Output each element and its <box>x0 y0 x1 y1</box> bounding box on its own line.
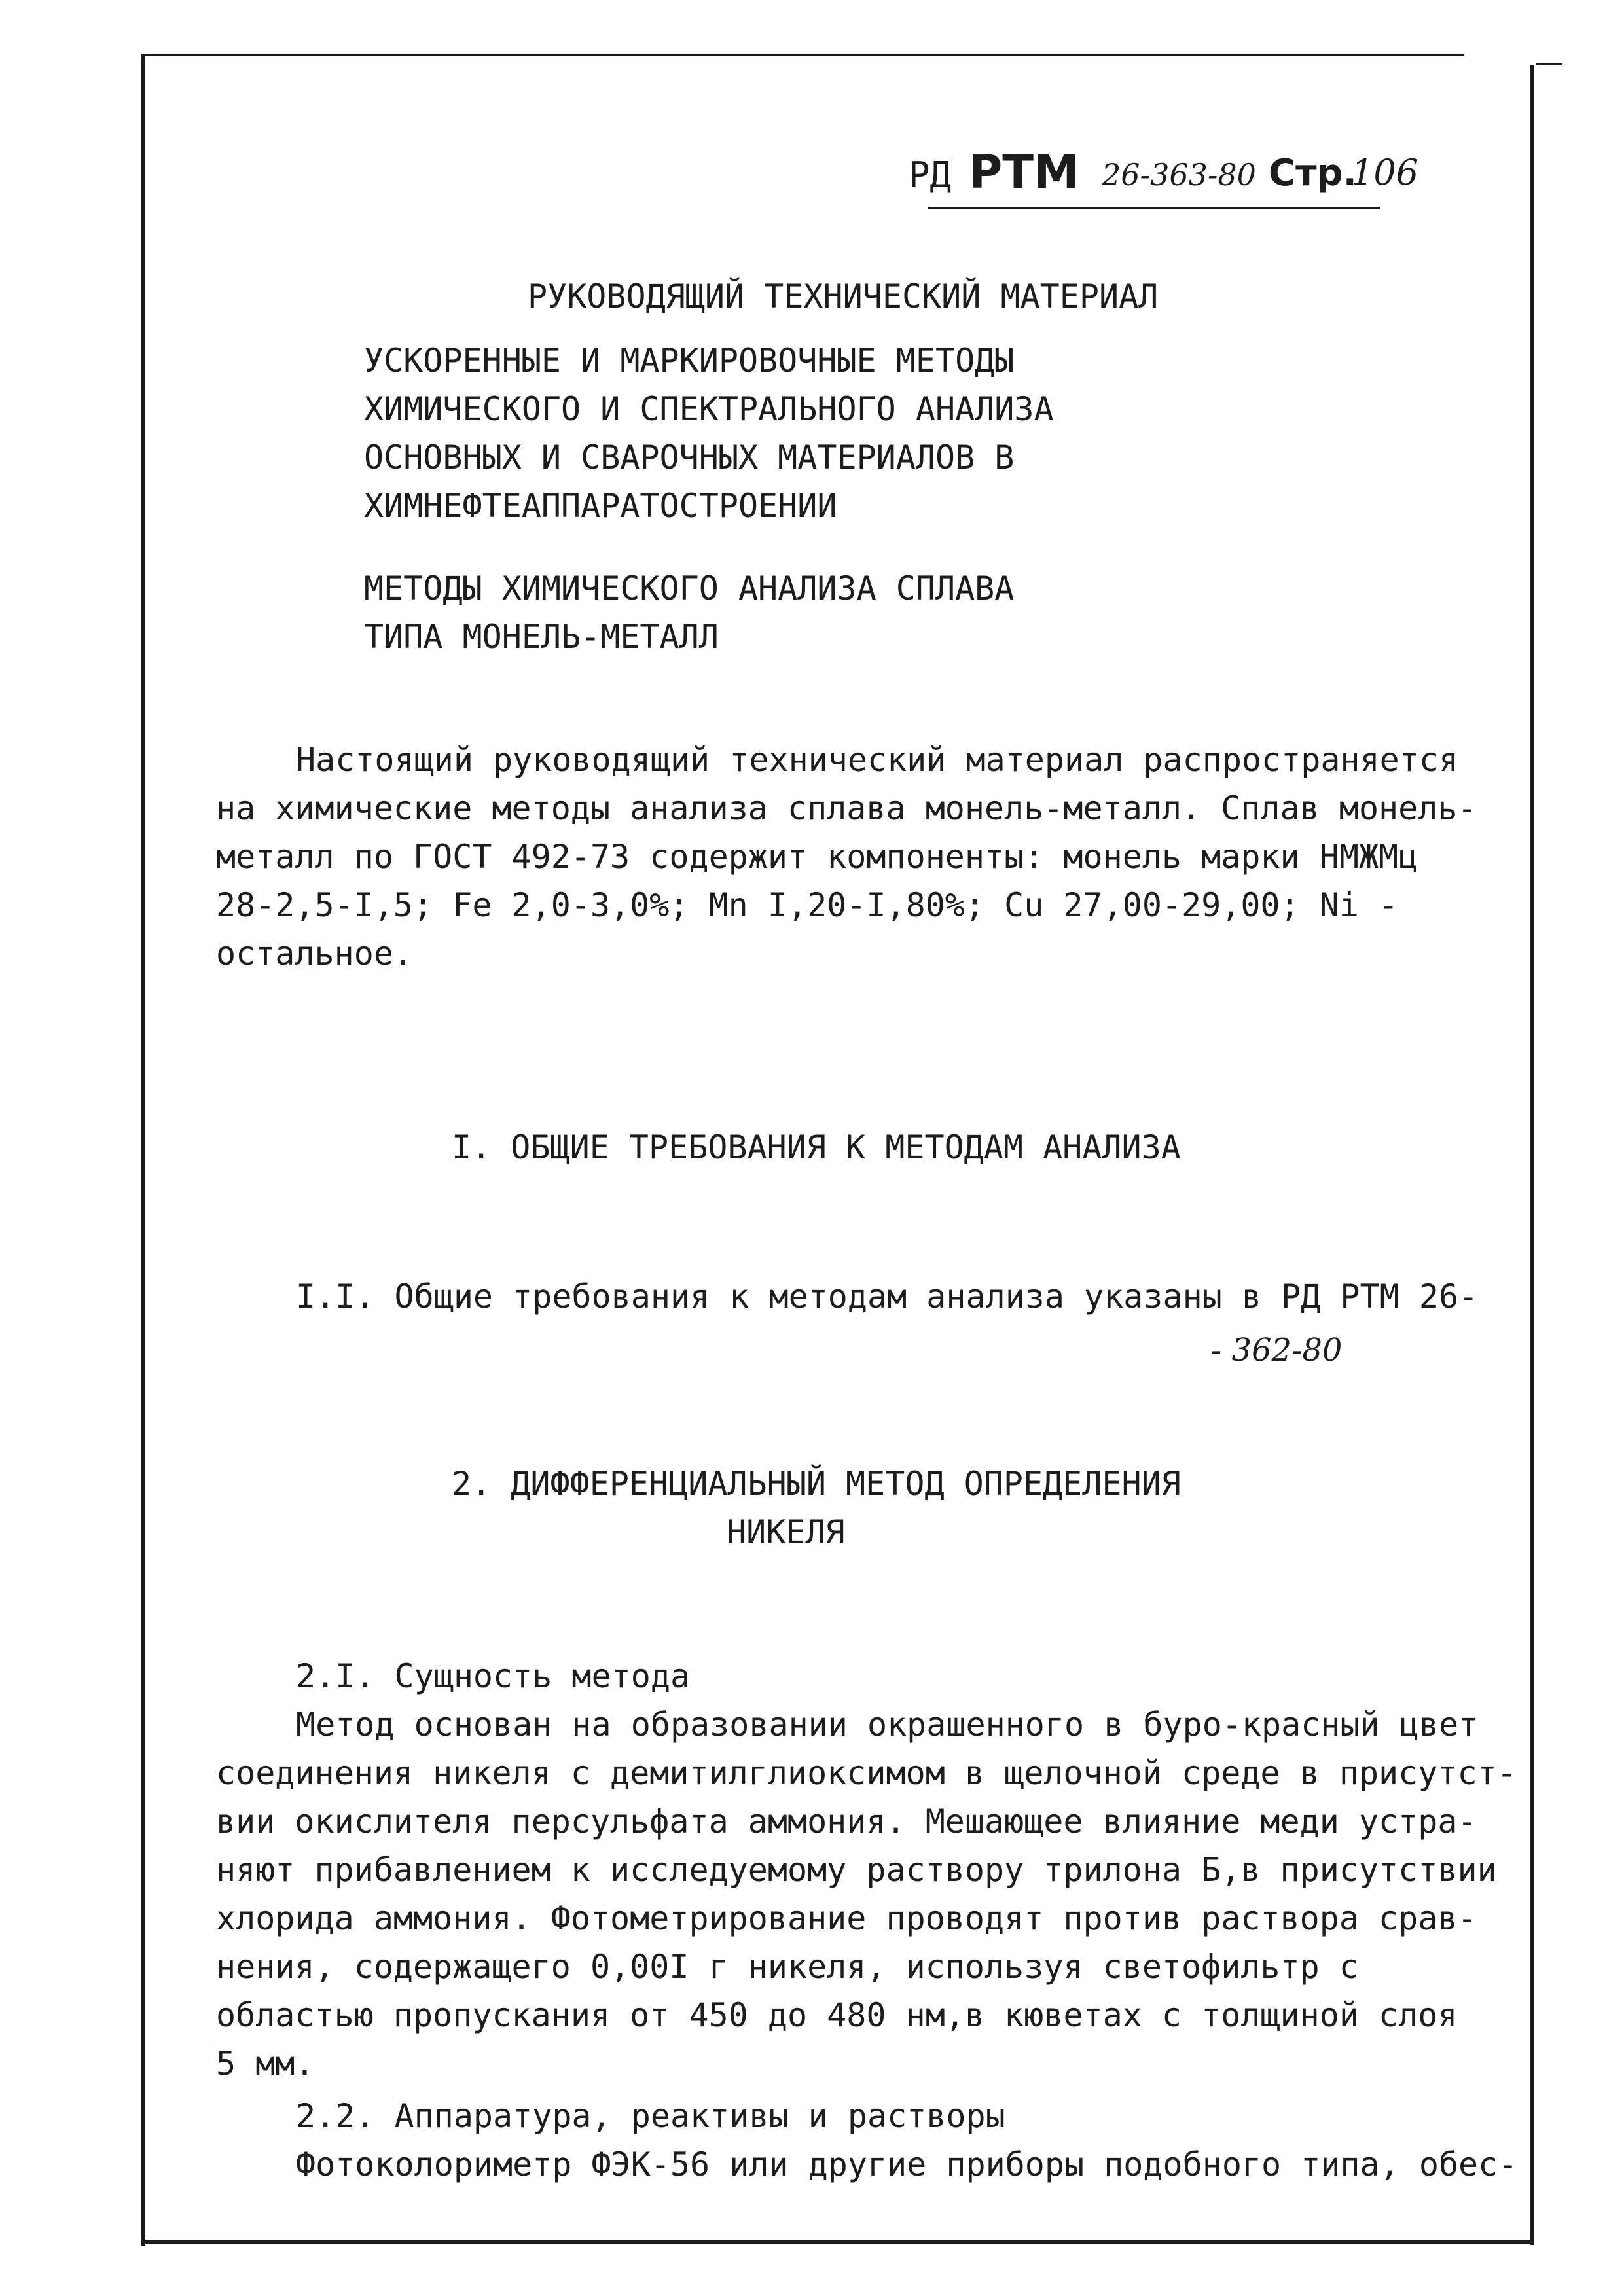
header-rd: РД <box>909 154 952 196</box>
section-2-heading: 2. ДИФФЕРЕНЦИАЛЬНЫЙ МЕТОД ОПРЕДЕЛЕНИЯ <box>452 1465 1181 1503</box>
subtitle-line: ОСНОВНЫХ И СВАРОЧНЫХ МАТЕРИАЛОВ В <box>364 439 1015 476</box>
frame-top-border <box>141 54 1464 56</box>
subsection-2-2-line: Фотоколориметр ФЭК-56 или другие приборы подобного типа, обес- <box>296 2145 1518 2183</box>
subtitle-line: ХИМИЧЕСКОГО И СПЕКТРАЛЬНОГО АНАЛИЗА <box>364 390 1054 428</box>
method-title-line: ТИПА МОНЕЛЬ-МЕТАЛЛ <box>364 618 719 656</box>
subtitle-line: ХИМНЕФТЕАППАРАТОСТРОЕНИИ <box>364 487 837 525</box>
subsection-2-2-title: 2.2. Аппаратура, реактивы и растворы <box>296 2097 1005 2135</box>
section-1-heading: I. ОБЩИЕ ТРЕБОВАНИЯ К МЕТОДАМ АНАЛИЗА <box>452 1128 1181 1166</box>
subsection-2-1-line: Метод основан на образовании окрашенного в буро-красный цвет <box>296 1706 1479 1744</box>
header-doc-number: 26-363-80 <box>1102 157 1256 192</box>
subsection-2-1-line: 5 мм. <box>216 2045 315 2083</box>
method-title-line: МЕТОДЫ ХИМИЧЕСКОГО АНАЛИЗА СПЛАВА <box>364 569 1015 607</box>
subsection-2-1-line: вии окислителя персульфата аммония. Мешающее влияние меди устра- <box>216 1803 1477 1840</box>
section-1-reference-handwritten: - 362-80 <box>1211 1332 1343 1369</box>
subsection-2-1-line: соединения никеля с демитилглиоксимом в щелочной среде в присутст- <box>216 1754 1517 1792</box>
header-underline <box>928 207 1380 209</box>
subtitle-line: УСКОРЕННЫЕ И МАРКИРОВОЧНЫЕ МЕТОДЫ <box>364 342 1015 380</box>
header-page-label: Стр. <box>1269 152 1357 194</box>
frame-right-border <box>1530 65 1534 2245</box>
subsection-2-1-line: областью пропускания от 450 до 480 нм,в кюветах с толщиной слоя <box>216 1996 1458 2034</box>
intro-line: 28-2,5-I,5; Fe 2,0-3,0%; Mn I,20-I,80%; Cu 27,00-29,00; Ni - <box>216 886 1399 924</box>
intro-line: остальное. <box>216 935 414 973</box>
subsection-2-1-line: няют прибавлением к исследуемому раствору трилона Б,в присутствии <box>216 1851 1497 1889</box>
frame-bottom-border <box>141 2240 1532 2244</box>
section-1-paragraph: I.I. Общие требования к методам анализа указаны в РД РТМ 26- <box>296 1278 1479 1316</box>
intro-line: металл по ГОСТ 492-73 содержит компоненты: монель марки НМЖМц <box>216 838 1418 876</box>
header-rtm: РТМ <box>969 145 1079 199</box>
header-page-number: 106 <box>1351 152 1419 193</box>
document-title: РУКОВОДЯЩИЙ ТЕХНИЧЕСКИЙ МАТЕРИАЛ <box>528 278 1159 315</box>
subsection-2-1-title: 2.I. Сущность метода <box>296 1657 691 1695</box>
section-2-heading: НИКЕЛЯ <box>727 1513 845 1551</box>
corner-mark <box>1536 63 1562 65</box>
frame-left-border <box>141 54 145 2246</box>
subsection-2-1-line: нения, содержащего 0,00I г никеля, используя светофильтр с <box>216 1948 1359 1986</box>
intro-line: Настоящий руководящий технический материал распространяется <box>296 741 1459 779</box>
intro-line: на химические методы анализа сплава монель-металл. Сплав монель- <box>216 789 1477 827</box>
subsection-2-1-line: хлорида аммония. Фотометрирование проводят против раствора срав- <box>216 1899 1477 1937</box>
